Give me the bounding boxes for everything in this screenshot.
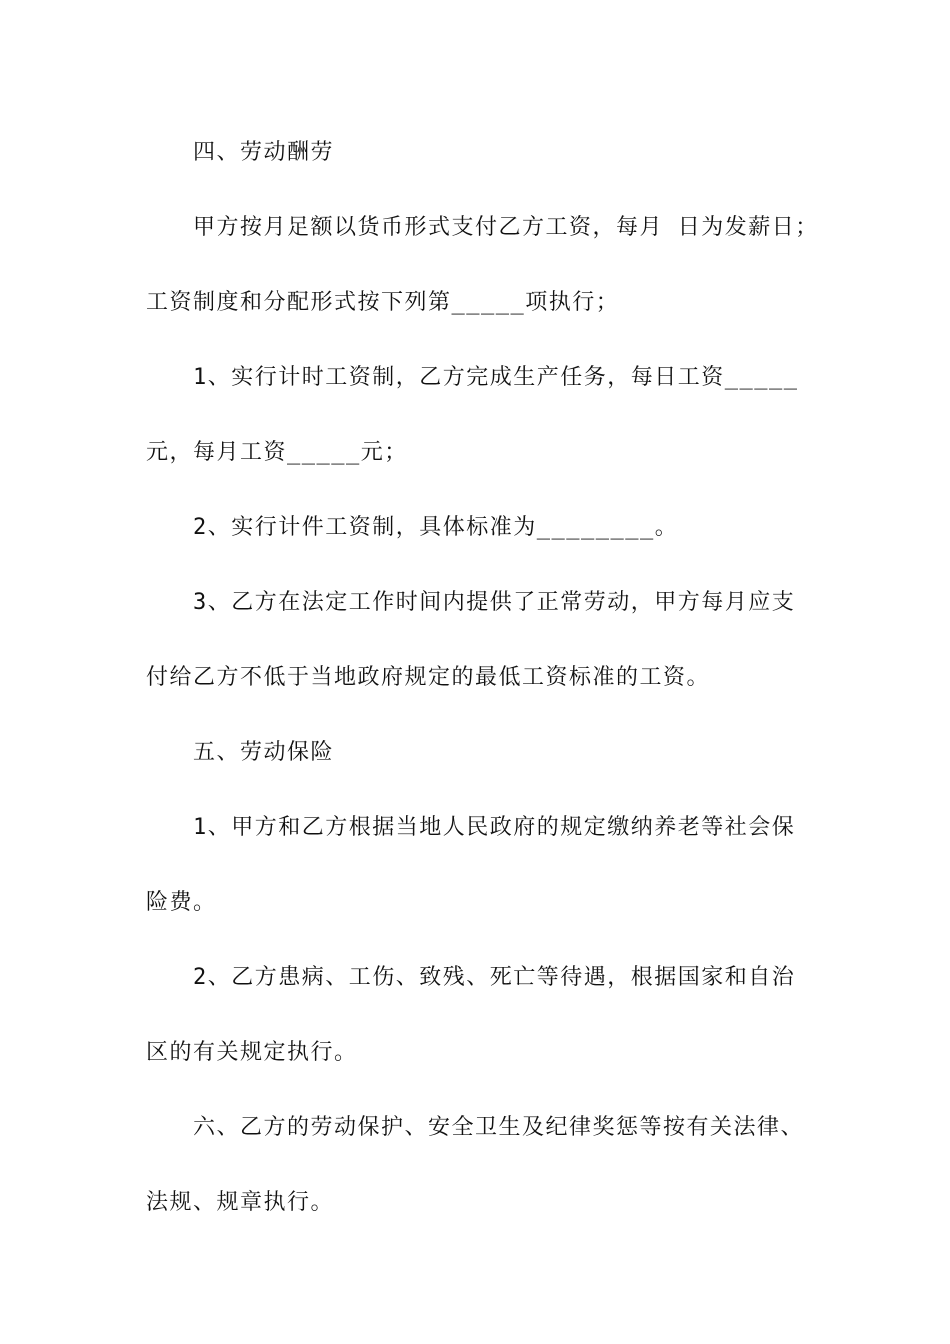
paragraph-line: 3、乙方在法定工作时间内提供了正常劳动，甲方每月应支 [193,590,796,615]
paragraph-line: 1、实行计时工资制，乙方完成生产任务，每日工资_____ [193,365,799,390]
section-heading-remuneration: 四、劳动酬劳 [193,140,335,165]
paragraph-line: 甲方按月足额以货币形式支付乙方工资，每月 日为发薪日； [193,215,819,240]
paragraph-line: 1、甲方和乙方根据当地人民政府的规定缴纳养老等社会保 [193,815,796,840]
paragraph-line: 2、实行计件工资制，具体标准为________。 [193,515,679,540]
paragraph-line: 2、乙方患病、工伤、致残、死亡等待遇，根据国家和自治 [193,965,796,990]
paragraph-line: 元，每月工资_____元； [146,440,408,465]
paragraph-line: 区的有关规定执行。 [146,1040,358,1065]
paragraph-line: 工资制度和分配形式按下列第_____项执行； [146,290,620,315]
paragraph-line: 付给乙方不低于当地政府规定的最低工资标准的工资。 [146,665,711,690]
section-heading-insurance: 五、劳动保险 [193,740,335,765]
paragraph-line: 法规、规章执行。 [146,1190,335,1215]
section-heading-protection: 六、乙方的劳动保护、安全卫生及纪律奖惩等按有关法律、 [193,1115,805,1140]
paragraph-line: 险费。 [146,890,217,915]
